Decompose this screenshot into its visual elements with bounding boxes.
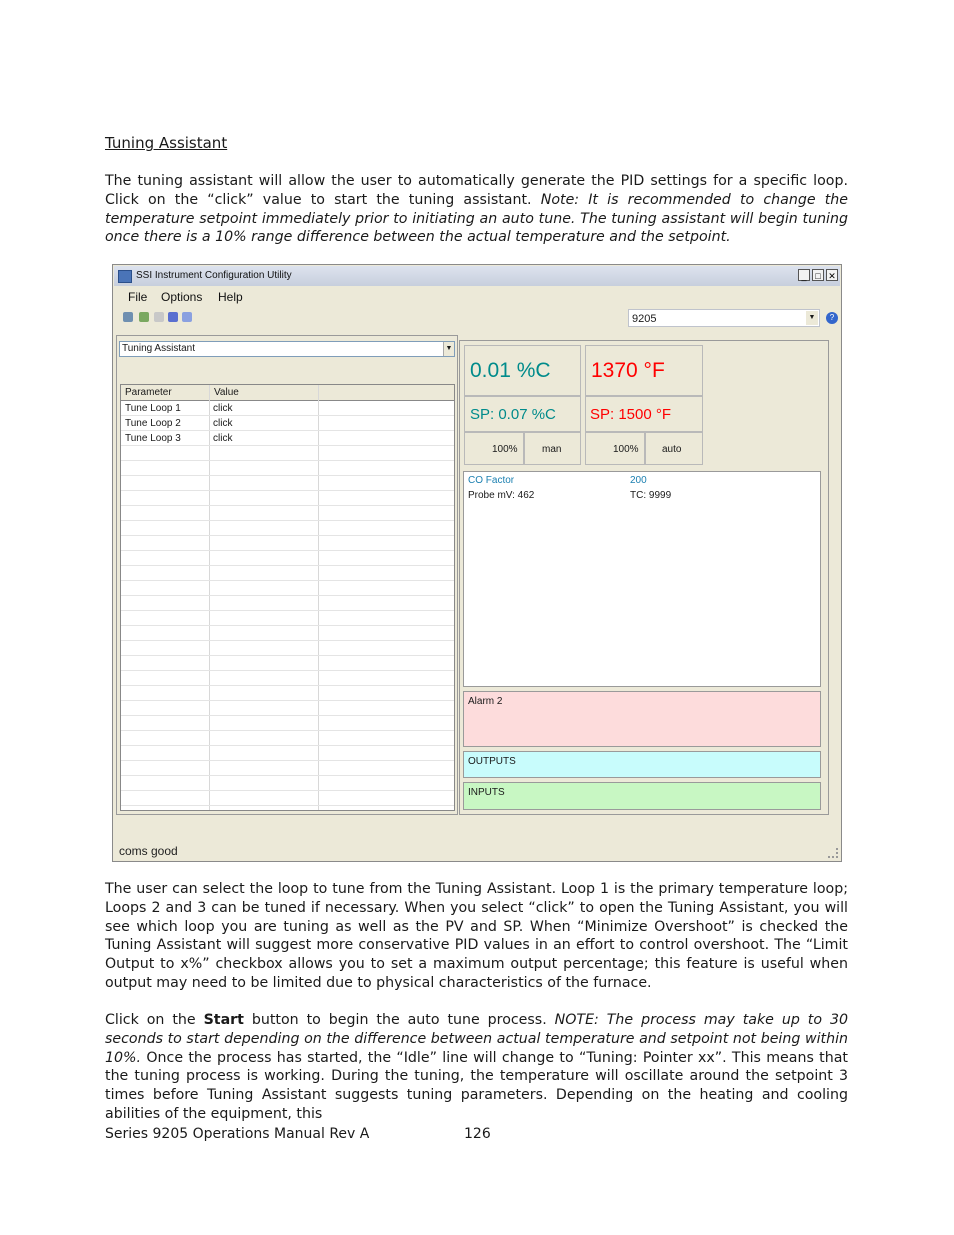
window-title: SSI Instrument Configuration Utility [136, 270, 292, 281]
grid-cell-parameter: Tune Loop 1 [125, 403, 181, 414]
start-text-a: Click on the [105, 1012, 204, 1028]
start-note: NOTE: The process may take up to 30 seconds to start depending on the difference between actual temperature and setpoint not being within 10%. [105, 1012, 848, 1066]
grid-row-line [121, 415, 454, 416]
download-icon[interactable] [139, 312, 149, 322]
grid-row-line [121, 760, 454, 761]
probe-mv: Probe mV: 462 [468, 490, 535, 501]
inputs-label: INPUTS [468, 787, 505, 798]
section-heading: Tuning Assistant [105, 134, 228, 152]
column-header-parameter: Parameter [125, 387, 172, 398]
help-icon[interactable]: ? [826, 312, 838, 324]
loop1-mode: man [542, 444, 562, 455]
app-icon [118, 270, 132, 283]
column-header-value: Value [214, 387, 239, 398]
menu-help[interactable]: Help [218, 290, 243, 304]
loop1-pv: 0.01 %C [470, 359, 551, 382]
loop2-pv-box [585, 345, 703, 396]
device-select-value: 9205 [632, 313, 657, 325]
grid-row-line [121, 790, 454, 791]
loop2-output-box [585, 432, 645, 465]
start-text-b: button to begin the auto tune process. [243, 1012, 555, 1028]
start-paragraph [105, 1011, 848, 1124]
close-button[interactable]: ✕ [826, 269, 838, 281]
start-keyword: Start [203, 1012, 244, 1028]
inputs-panel [463, 782, 821, 810]
grid-row-line [121, 430, 454, 431]
grid-row-line [121, 490, 454, 491]
loop1-output: 100% [492, 444, 518, 455]
loop1-mode-box[interactable] [524, 432, 581, 465]
grid-row-line [121, 565, 454, 566]
toolbar [114, 307, 840, 329]
chevron-down-icon: ▼ [806, 311, 818, 325]
grid-cell-value[interactable]: click [213, 433, 233, 444]
info-panel [463, 471, 821, 687]
screen-select[interactable] [119, 341, 455, 357]
report-icon[interactable] [182, 312, 192, 322]
loop2-sp: SP: 1500 °F [590, 406, 672, 423]
start-text-c: Once the process has started, the “Idle” line will change to “Tuning: Pointer xx”. This means that the tuning process is working. During the tuning, the temperature will oscillate around the setpoint 3 times before Tuning Assistant suggests tuning parameters. Depending on the heating and cooling abilities of the equipment, this [105, 1049, 848, 1122]
grid-row-line [121, 595, 454, 596]
intro-note: Note: It is recommended to change the temperature setpoint immediately prior to initiating an auto tune. The tuning assistant will begin tuning once there is a 10% range difference between the actual temperature and the setpoint. [105, 191, 849, 246]
footer-manual: Series 9205 Operations Manual Rev A [105, 1126, 370, 1142]
loop2-output: 100% [613, 444, 639, 455]
grid-row-line [121, 475, 454, 476]
grid-header [121, 385, 454, 401]
parameter-grid [120, 384, 455, 811]
grid-row-line [121, 715, 454, 716]
grid-row-line [121, 700, 454, 701]
grid-row-line [121, 625, 454, 626]
loop1-sp: SP: 0.07 %C [470, 406, 556, 423]
grid-row-line [121, 460, 454, 461]
maximize-button[interactable]: □ [812, 269, 824, 281]
loop2-pv: 1370 °F [591, 359, 665, 382]
status-bar-text: coms good [119, 844, 178, 858]
loop1-pv-box [464, 345, 581, 396]
grid-row-line [121, 550, 454, 551]
device-select[interactable] [628, 309, 820, 327]
co-factor-value: 200 [630, 475, 647, 486]
loop2-mode: auto [662, 444, 682, 455]
grid-row-line [121, 685, 454, 686]
grid-row-line [121, 580, 454, 581]
alarm-panel [463, 691, 821, 747]
grid-row-line [121, 445, 454, 446]
grid-row-line [121, 520, 454, 521]
page-number: 126 [464, 1126, 491, 1142]
screen-select-value: Tuning Assistant [122, 343, 196, 354]
title-bar [114, 266, 840, 286]
settings-icon[interactable] [168, 312, 178, 322]
menu-options[interactable]: Options [161, 290, 203, 304]
minimize-button[interactable]: _ [798, 269, 810, 281]
grid-row-line [121, 730, 454, 731]
intro-text: The tuning assistant will allow the user to automatically generate the PID settings for a specific loop. Click on the “click” value to start the tuning assistant. [105, 173, 848, 208]
menu-file[interactable]: File [128, 290, 148, 304]
grid-row-line [121, 805, 454, 806]
app-window [112, 264, 842, 862]
grid-row-line [121, 775, 454, 776]
connect-icon[interactable] [123, 312, 133, 322]
loop1-output-box [464, 432, 524, 465]
grid-row-line [121, 670, 454, 671]
grid-row-line [121, 655, 454, 656]
resize-grip-icon[interactable] [828, 848, 838, 858]
outputs-panel [463, 751, 821, 778]
chevron-down-icon: ▼ [443, 342, 454, 356]
loop1-sp-box[interactable] [464, 396, 581, 432]
grid-cell-parameter: Tune Loop 3 [125, 433, 181, 444]
grid-row-line [121, 610, 454, 611]
menu-bar [114, 286, 840, 306]
intro-paragraph [105, 172, 848, 247]
grid-row-line [121, 640, 454, 641]
grid-row-line [121, 505, 454, 506]
tc-value: TC: 9999 [630, 490, 672, 501]
grid-cell-parameter: Tune Loop 2 [125, 418, 181, 429]
grid-cell-value[interactable]: click [213, 418, 233, 429]
loop-paragraph: The user can select the loop to tune from the Tuning Assistant. Loop 1 is the primary temperature loop; Loops 2 and 3 can be tuned if necessary. When you select “click” to open the Tuning Assistant, you will see which loop you are tuning as well as the PV and SP. When “Minimize Overshoot” is checked the Tuning Assistant will suggest more conservative PID values in an effort to control overshoot. The “Limit Output to x%” checkbox allows you to set a maximum output percentage; this feature is useful when output may need to be limited due to physical characteristics of the furnace. [105, 881, 848, 991]
grid-row-line [121, 745, 454, 746]
loop2-sp-box[interactable] [585, 396, 703, 432]
co-factor-label: CO Factor [468, 475, 515, 486]
grid-cell-value[interactable]: click [213, 403, 233, 414]
loop2-mode-box[interactable] [645, 432, 703, 465]
outputs-label: OUTPUTS [468, 756, 516, 767]
alarm-label: Alarm 2 [468, 696, 503, 707]
grid-row-line [121, 535, 454, 536]
upload-icon[interactable] [154, 312, 164, 322]
